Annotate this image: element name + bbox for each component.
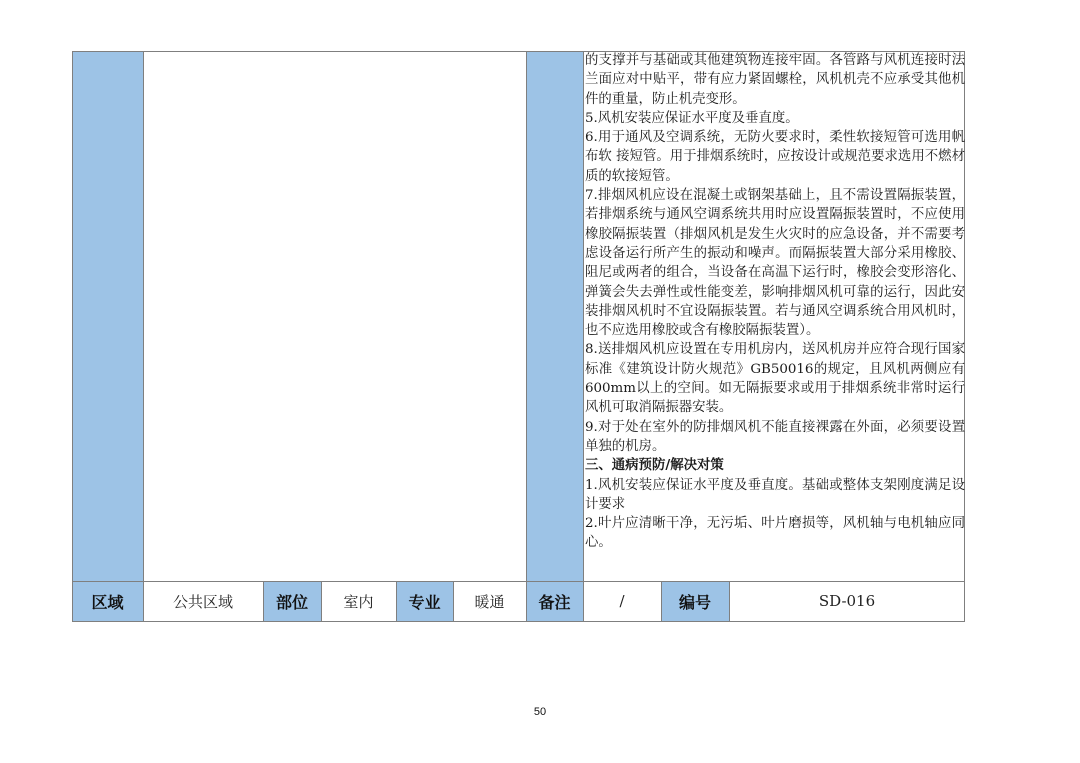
countermeasure-item-1: 1.风机安装应保证水平度及垂直度。基础或整体支架刚度满足设计要求 — [585, 477, 965, 512]
paragraph-item-5: 5.风机安装应保证水平度及垂直度。 — [585, 110, 799, 126]
paragraph-item-8: 8.送排烟风机应设置在专用机房内，送风机房并应符合现行国家标准《建筑设计防火规范》GB50016的规定，且风机两侧应有600mm以上的空间。如无隔振要求或用于排烟系统非常时运行风机可取消隔振器安装。 — [585, 342, 965, 416]
discipline-label: 专业 — [408, 592, 441, 612]
middle-label-column — [526, 51, 583, 581]
countermeasure-item-2: 2.叶片应清晰干净，无污垢、叶片磨损等，风机轴与电机轴应同心。 — [585, 516, 965, 551]
location-value: 室内 — [343, 592, 374, 611]
area-label: 区域 — [91, 592, 124, 612]
area-value: 公共区域 — [172, 592, 233, 611]
remark-value: / — [619, 592, 625, 610]
remark-label: 备注 — [538, 592, 571, 612]
paragraph-item-9: 9.对于处在室外的防排烟风机不能直接裸露在外面，必须要设置单独的机房。 — [585, 419, 965, 454]
paragraph-item-6: 6.用于通风及空调系统，无防火要求时，柔性软接短管可选用帆布软 接短管。用于排烟系统时，应按设计或规范要求选用不燃材质的软接短管。 — [585, 130, 965, 184]
left-label-column — [72, 51, 143, 581]
content-cell — [583, 51, 965, 581]
footer-row — [72, 581, 965, 621]
section-heading: 三、通病预防/解决对策 — [585, 458, 724, 474]
discipline-value: 暖通 — [474, 592, 505, 611]
paragraph-item-7: 7.排烟风机应设在混凝土或钢架基础上，且不需设置隔振装置，若排烟系统与通风空调系统共用时应设置隔振装置时，不应使用橡胶隔振装置（排烟风机是发生火灾时的应急设备，并不需要考虑设备运行所产生的振动和噪声。而隔振装置大部分采用橡胶、阻尼或两者的组合，当设备在高温下运行时，橡胶会变形溶化、弹簧会失去弹性或性能变差，影响排烟风机可靠的运行，因此安装排烟风机时不宜设隔振装置。若与通风空调系统合用风机时，也不应选用橡胶或含有橡胶隔振装置）。 — [585, 188, 965, 339]
location-label: 部位 — [275, 592, 308, 612]
page-number: 50 — [533, 706, 547, 718]
code-label: 编号 — [678, 592, 711, 612]
code-value: SD-016 — [818, 592, 876, 610]
paragraph-continuation: 的支撑并与基础或其他建筑物连接牢固。各管路与风机连接时法兰面应对中贴平，带有应力紧固螺栓，风机机壳不应承受其他机件的重量，防止机壳变形。 — [585, 53, 965, 107]
